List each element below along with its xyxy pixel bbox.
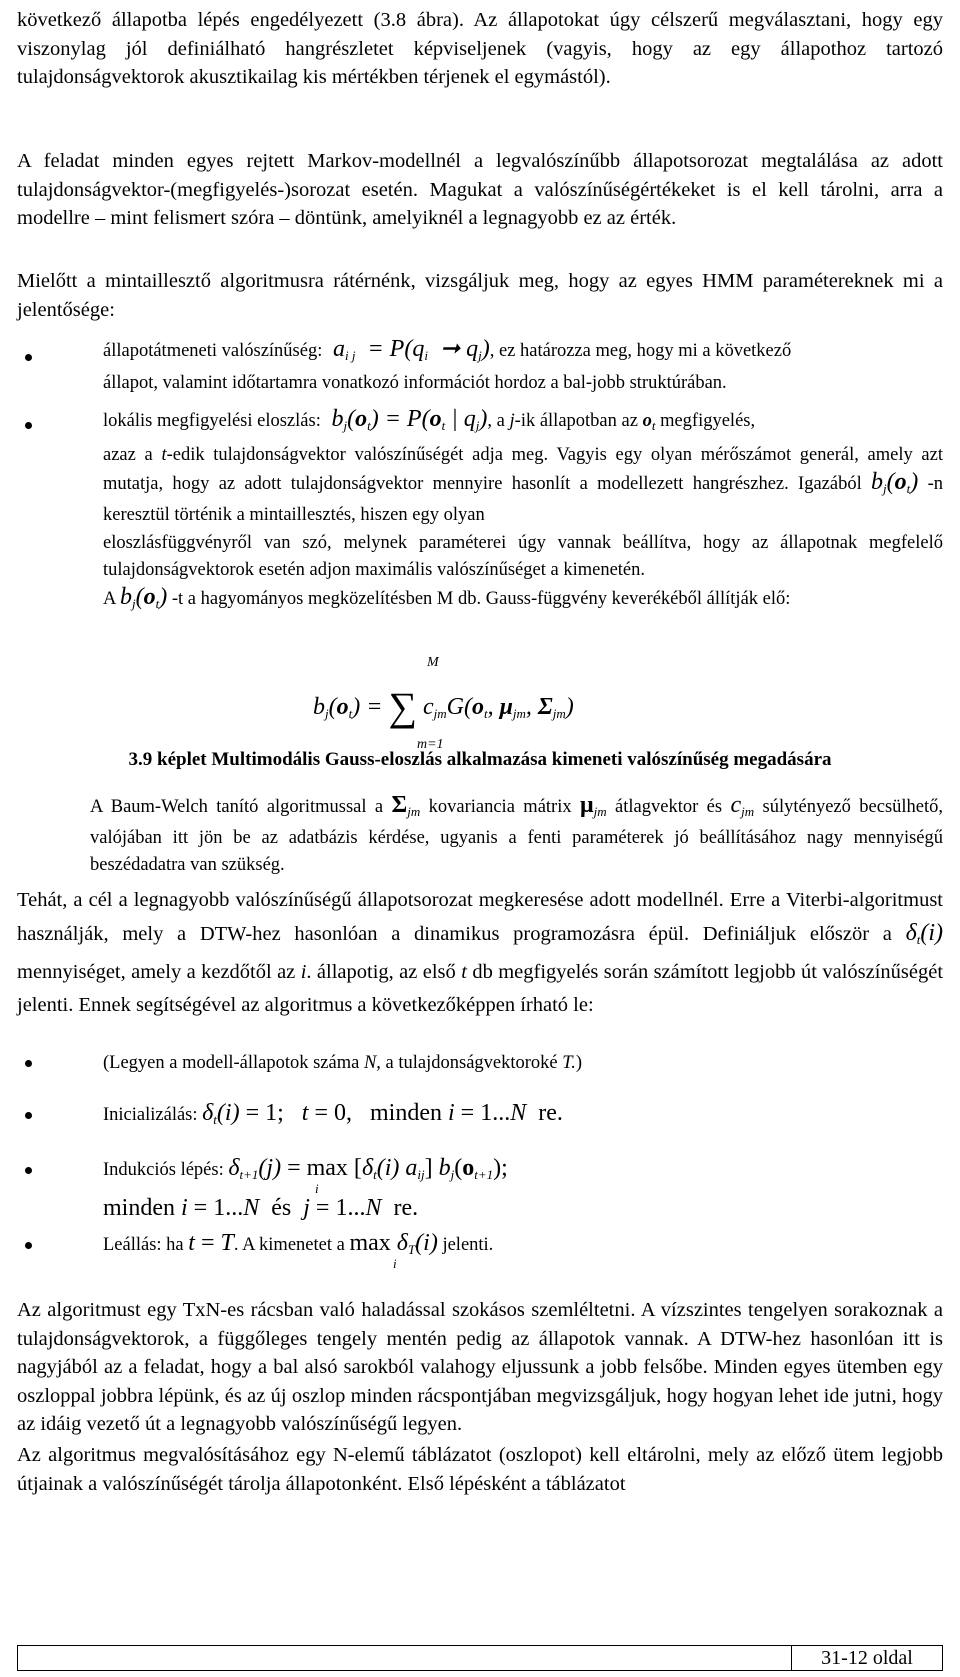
bullet-dot bbox=[25, 1167, 32, 1174]
document-page: következő állapotba lépés engedélyezett (3.8 ábra). Az állapotokat úgy célszerű megválasztani, hogy egy viszonylag jól definiálható hangrészletet képviseljenek (vagyis, hogy az egy állapothoz tartozó tulajdonságvektorok akusztikailag kis mértékben térjenek el egymástól). A feladat minden egyes rejtett Markov-modellnél a legvalószínűbb állapotsorozat megtalálása az adott tulajdonságvektor-(megfigyelés-)sorozat esetén. Magukat a valószínűségértékeket is el kell tárolni, arra a modellre – mint felismert szóra – döntünk, amelyiknél a legnagyobb ez az érték. Mielőtt a mintaillesztő algoritmusra rátérnénk, vizsgáljuk meg, hogy az egyes HMM paramétereknek mi a jelentősége: állapotátmeneti valószínűség: $a_{i j} = P(q_i$ ➞ $q_j$), ez határozza meg, hogy mi a következő állapot, valamint időtartamra vonatkozó információt hordoz a bal-jobb struktúrában. lokális megfigyelési eloszlás: $b_j(o_t) = P(o_t$ | $q_j$), a j-ik állapotban az $o_t$ megfigyelés, azaz a t-edik tulajdonságvektor valószínűségét adja meg. Vagyis egy olyan mérőszámot generál, amely azt mutatja, hogy az adott tulajdonságvektor mennyire hasonlít a modellezett hangrészhez. Igazából $b_j(o_t)$ -n keresztül történik a mintaillesztés, hiszen egy olyan eloszlásfüggvényről van szó, melynek paraméterei úgy vannak beállítva, hogy az állapotnak megfelelő tulajdonságvektorok esetén adjon maximális valószínűséget a kimenetén. A $b_j(o_t)$ -t a hagyományos megközelítésben M db. Gauss-függvény keverékéből állítják elő: M $b_j(o_t)$ = ∑ $c_{jm}G(o_t$, $\mu_{jm}$, $\Sigma_{jm}$) m=1 3.9 képlet Multimodális Gauss-eloszlás alkalmazása kimeneti valószínűség megadására A Baum-Welch tanító algoritmussal a $\Sigma_{jm}$ kovariancia mátrix $\mu_{jm}$ átlagvektor és $c_{jm}$ súlytényező becsülhető, valójában itt jön be az adatbázis kérdése, ugyanis a fenti paraméterek jó beállításához nagy mennyiségű beszédadatra van szükség. Tehát, a cél a legnagyobb valószínűségű állapotsorozat megkeresése adott modellnél. Erre a Viterbi-algoritmust használják, mely a DTW-hez hasonlóan a dinamikus programozásra épül. Definiáljuk először a $\delta_t(i)$ mennyiséget, amely a kezdőtől az i. állapotig, az első t db megfigyelés során számított legjobb út valószínűségét jelenti. Ennek segítségével az algoritmus a következőképpen írható le: (Legyen a modell-állapotok száma N, a tulajdonságvektoroké T.) Inicializálás: $\delta_t(i) = 1$; t = 0, minden i = 1...N re. Indukciós lépés: $\delta_{t+1}(j) = \max [\delta_t(i)$ $a_{ij}$] $b_j(o_{t+1})$; i minden i = 1...N és j = 1...N re. Leállás: ha t = T. A kimenetet a $\max \delta_T(i)$ jelenti. i Az algoritmust egy TxN-es rácsban való haladással szokásos szemléltetni. A vízszintes tengelyen sorakoznak a tulajdonságvektorok, a függőleges tengely mentén pedig az állapotok vannak. A DTW-hez hasonlóan itt is nagyjából az a feladat, hogy a bal alsó sarokból valahogy eljussunk a jobb felsőbe. Minden egyes ütemben egy oszloppal jobbra lépünk, és az új oszlop minden rácspontjában megvizsgáljuk, hogy hogyan lehet ide jutni, hogy az idáig vezető út a legnagyobb valószínűségű legyen. Az algoritmus megvalósításához egy N-elemű táblázatot (oszlopot) kell eltárolni, mely az előző ütem legjobb útjainak a valószínűségét tárolja állapotonként. Első lépésként a táblázatot 31-12 oldal bbox=[17, 0, 943, 1677]
paragraph-2: A feladat minden egyes rejtett Markov-modellnél a legvalószínűbb állapotsorozat megtalálása az adott tulajdonságvektor-(megfigyelés-)sorozat esetén. Magukat a valószínűségértékeket is el kell tárolni, arra a modellre – mint felismert szóra – döntünk, amelyiknél a legnagyobb ez az érték. bbox=[17, 150, 943, 229]
formula-bj-ot-2: $b_j(o_t)$ bbox=[119, 584, 168, 611]
sum-icon: ∑ bbox=[388, 684, 417, 729]
bullet-dot bbox=[25, 354, 32, 361]
paragraph-grid: Az algoritmust egy TxN-es rácsban való haladással szokásos szemléltetni. A vízszintes tengelyen sorakoznak a tulajdonságvektorok, a függőleges tengely mentén pedig az állapotok vannak. A DTW-hez hasonlóan itt is nagyjából az a feladat, hogy a bal alsó sarokból valahogy eljussunk a jobb felsőbe. Minden egyes ütemben egy oszloppal jobbra lépünk, és az új oszlop minden rácspontjában megvizsgáljuk, hogy hogyan lehet ide jutni, hogy az idáig vezető út a legnagyobb valószínűségű legyen. bbox=[17, 1299, 943, 1435]
bullet-dot bbox=[25, 1242, 32, 1249]
paragraph-1: következő állapotba lépés engedélyezett (3.8 ábra). Az állapotokat úgy célszerű megválasztani, hogy egy viszonylag jól definiálható hangrészletet képviseljenek (vagyis, hogy az egy állapothoz tartozó tulajdonságvektorok akusztikailag kis mértékben térjenek el egymástól). bbox=[17, 9, 943, 88]
paragraph-3: Mielőtt a mintaillesztő algoritmusra rátérnénk, vizsgáljuk meg, hogy az egyes HMM paramétereknek mi a jelentősége: bbox=[17, 270, 943, 321]
bullet-dot bbox=[25, 1112, 32, 1119]
page-footer bbox=[17, 1645, 943, 1671]
bullet-dot bbox=[25, 422, 32, 429]
bullet-label: állapotátmeneti valószínűség: bbox=[103, 341, 323, 361]
bullet-label: lokális megfigyelési eloszlás: bbox=[103, 411, 321, 431]
formula-bj-ot: $b_j(o_t)$ bbox=[871, 469, 919, 496]
paragraph-baum-welch: A Baum-Welch tanító algoritmussal a $\Sigma_{jm}$ kovariancia mátrix $\mu_{jm}$ átlagvektor és $c_{jm}$ súlytényező becsülhető, valójában itt jön be az adatbázis kérdése, ugyanis a fenti paraméterek jó beállításához nagy mennyiségű beszédadatra van szükség. bbox=[90, 792, 944, 875]
paragraph-viterbi: Tehát, a cél a legnagyobb valószínűségű állapotsorozat megkeresése adott modellnél. Erre a Viterbi-algoritmust használják, mely a DTW-hez hasonlóan a dinamikus programozásra épül. Definiáljuk először a $\delta_t(i)$ mennyiséget, amely a kezdőtől az i. állapotig, az első t db megfigyelés során számított legjobb út valószínűségét jelenti. Ennek segítségével az algoritmus a következőképpen írható le: bbox=[17, 889, 944, 1016]
bullet-line2: állapot, valamint időtartamra vonatkozó információt hordoz a bal-jobb struktúrában. bbox=[103, 373, 727, 393]
formula-caption: 3.9 képlet Multimodális Gauss-eloszlás alkalmazása kimeneti valószínűség megadására bbox=[128, 749, 832, 770]
bullet-after: , ez határozza meg, hogy mi a következő bbox=[489, 341, 792, 361]
page-number: 31-12 oldal bbox=[791, 1645, 942, 1671]
formula-bj: $b_j(o_t) = P(o_t$ | $q_j$) bbox=[325, 406, 488, 433]
formula-aij: $a_{i j} = P(q_i$ ➞ $q_j$) bbox=[327, 336, 490, 363]
bullet-dot bbox=[25, 1060, 32, 1067]
paragraph-table: Az algoritmus megvalósításához egy N-elemű táblázatot (oszlopot) kell eltárolni, mely az előző ütem legjobb útjainak a valószínűségét tárolja állapotonként. Első lépésként a táblázatot bbox=[17, 1444, 943, 1495]
